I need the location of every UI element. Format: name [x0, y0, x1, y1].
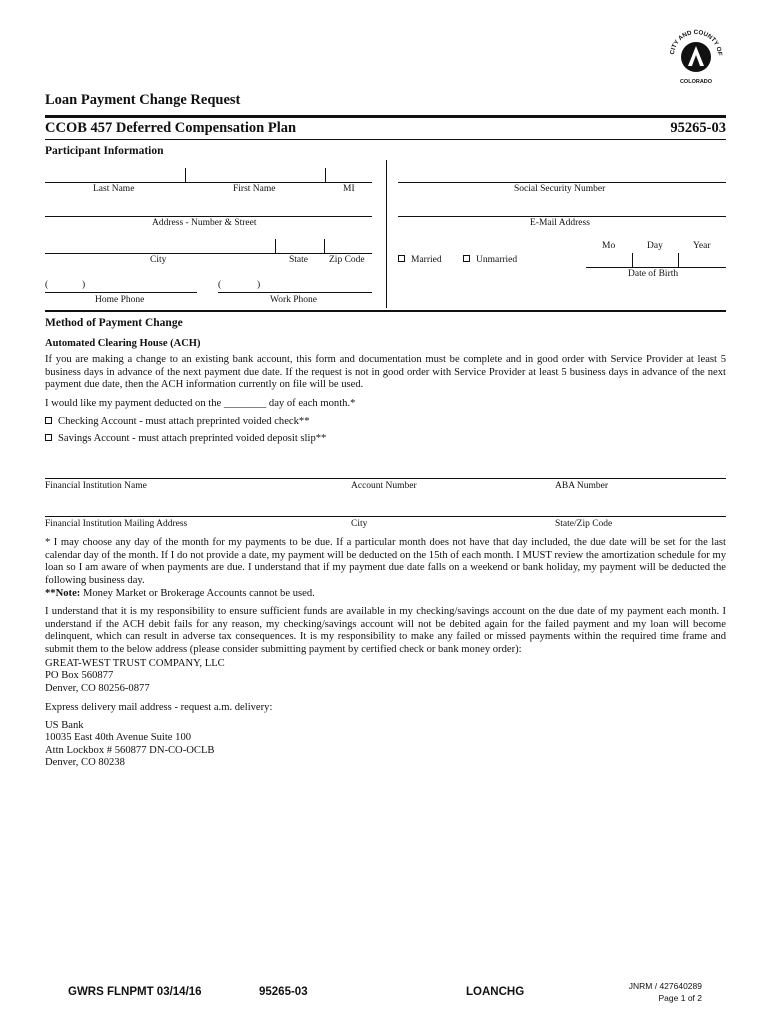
- footnote-paragraph: * I may choose any day of the month for my payments to be due. If a particular month does not have that day included, the due date will be set for the last calendar day of the month. If I do not provide a date, my payment will be deducted on the 15th of each month. I MUST review the amortization schedule for my loan so I am aware of when payments are due. I understand that if my payment due date falls on a weekend or bank holiday, my payment will be deducted the following business day.: [45, 537, 726, 586]
- dob-mo-label: Mo: [602, 241, 616, 251]
- checking-checkbox[interactable]: [45, 417, 52, 424]
- name-line[interactable]: [45, 182, 372, 183]
- dob-label: Date of Birth: [628, 269, 679, 279]
- state-divider: [324, 239, 325, 253]
- account-number-label: Account Number: [351, 481, 417, 491]
- bank-city-label: City: [351, 519, 368, 529]
- logo-arc-text: CITY AND COUNTY OF: [668, 28, 724, 56]
- footer-plan-number: 95265-03: [259, 986, 308, 998]
- note-line: [45, 588, 315, 599]
- section-rule: [45, 310, 726, 312]
- dob-line[interactable]: [586, 267, 726, 268]
- work-phone-paren-close: ): [257, 280, 261, 290]
- married-label: Married: [411, 255, 442, 265]
- home-phone-paren-open: (: [45, 280, 49, 290]
- footer-doc-code: LOANCHG: [466, 986, 525, 998]
- dob-divider: [678, 253, 679, 267]
- name-divider: [325, 168, 326, 182]
- address-line: GREAT-WEST TRUST COMPANY, LLC: [45, 658, 225, 669]
- responsibility-paragraph: I understand that it is my responsibility to ensure sufficient funds are available in my checking/savings account on the due date of my payment each month. I understand if the ACH debit fails for any reason, my checking/savings account will not be debited again for the failed payment and my loan will become delinquent, which can result in adverse tax consequences. It is my responsibility to make any failed or missed payments within the required time frame and submit them to the below address (please consider submitting payment by certified check or bank money order):: [45, 606, 726, 655]
- email-label: E-Mail Address: [530, 218, 590, 228]
- address-line: Attn Lockbox # 560877 DN-CO-OCLB: [45, 744, 215, 756]
- savings-option[interactable]: [45, 433, 326, 444]
- address-line: 10035 East 40th Avenue Suite 100: [45, 732, 192, 744]
- aba-number-label: ABA Number: [555, 481, 609, 491]
- home-phone-label: Home Phone: [95, 295, 145, 305]
- broomfield-logo: [664, 22, 728, 86]
- bank-info-line[interactable]: [45, 478, 726, 479]
- married-option[interactable]: [398, 255, 442, 265]
- address-line: Denver, CO 80238: [45, 756, 125, 768]
- address-line: US Bank: [45, 720, 84, 731]
- ach-paragraph: If you are making a change to an existing bank account, this form and documentation must be complete and in good order with Service Provider at least 5 business days in advance of the next payment due date. If the request is not in good order with Service Provider at least 5 business days in advance of the next payment due date, then the ACH information currently on file will be used.: [45, 354, 726, 390]
- address-line: PO Box 560877: [45, 670, 114, 682]
- footer-page-number: Page 1 of 2: [658, 993, 702, 1003]
- ssn-line[interactable]: [398, 182, 726, 183]
- column-separator: [386, 160, 387, 308]
- checking-option[interactable]: [45, 416, 310, 427]
- footer-form-code: GWRS FLNPMT 03/14/16: [68, 986, 202, 998]
- participant-heading: Participant Information: [45, 145, 164, 157]
- bank-address-line[interactable]: [45, 516, 726, 517]
- address-label: Address - Number & Street: [152, 218, 257, 228]
- unmarried-label: Unmarried: [476, 255, 518, 265]
- express-address: [45, 720, 215, 769]
- unmarried-checkbox[interactable]: [463, 255, 470, 262]
- first-name-label: First Name: [233, 184, 276, 194]
- dob-day-label: Day: [647, 241, 663, 251]
- plan-title: CCOB 457 Deferred Compensation Plan: [45, 120, 297, 136]
- work-phone-line[interactable]: [218, 292, 372, 293]
- mi-label: MI: [343, 184, 355, 194]
- form-title: Loan Payment Change Request: [45, 92, 241, 108]
- dob-divider: [632, 253, 633, 267]
- fin-inst-name-label: Financial Institution Name: [45, 481, 147, 491]
- city-label: City: [150, 255, 167, 265]
- savings-checkbox[interactable]: [45, 434, 52, 441]
- header-rule: [45, 115, 726, 118]
- logo-seal-icon: [664, 22, 728, 86]
- name-divider: [185, 168, 186, 182]
- work-phone-label: Work Phone: [270, 295, 317, 305]
- city-state-zip-line[interactable]: [45, 253, 372, 254]
- city-divider: [275, 239, 276, 253]
- bank-state-zip-label: State/Zip Code: [555, 519, 613, 529]
- header-rule-2: [45, 139, 726, 140]
- email-line[interactable]: [398, 216, 726, 217]
- state-label: State: [289, 255, 308, 265]
- fin-inst-address-label: Financial Institution Mailing Address: [45, 519, 188, 529]
- unmarried-option[interactable]: [463, 255, 517, 265]
- plan-number: 95265-03: [670, 120, 726, 136]
- footer-job-ref: JNRM / 427640289: [628, 981, 702, 991]
- zip-label: Zip Code: [329, 255, 365, 265]
- married-checkbox[interactable]: [398, 255, 405, 262]
- method-heading: Method of Payment Change: [45, 317, 183, 329]
- checking-label: Checking Account - must attach preprinted voided check**: [58, 416, 310, 427]
- address-line: Denver, CO 80256-0877: [45, 682, 150, 694]
- ach-heading: Automated Clearing House (ACH): [45, 338, 201, 349]
- ssn-label: Social Security Number: [514, 184, 606, 194]
- express-label: Express delivery mail address - request a.m. delivery:: [45, 702, 273, 713]
- home-phone-paren-close: ): [82, 280, 86, 290]
- logo-bottom-text: COLORADO: [679, 79, 713, 85]
- note-text: Money Market or Brokerage Accounts cannot be used.: [80, 588, 315, 599]
- mailing-address: [45, 658, 225, 695]
- savings-label: Savings Account - must attach preprinted voided deposit slip**: [58, 433, 327, 444]
- deduct-line: I would like my payment deducted on the ________ day of each month.*: [45, 398, 356, 409]
- address-line[interactable]: [45, 216, 372, 217]
- work-phone-paren-open: (: [218, 280, 222, 290]
- dob-year-label: Year: [693, 241, 711, 251]
- home-phone-line[interactable]: [45, 292, 197, 293]
- note-label: **Note:: [45, 588, 81, 599]
- last-name-label: Last Name: [93, 184, 135, 194]
